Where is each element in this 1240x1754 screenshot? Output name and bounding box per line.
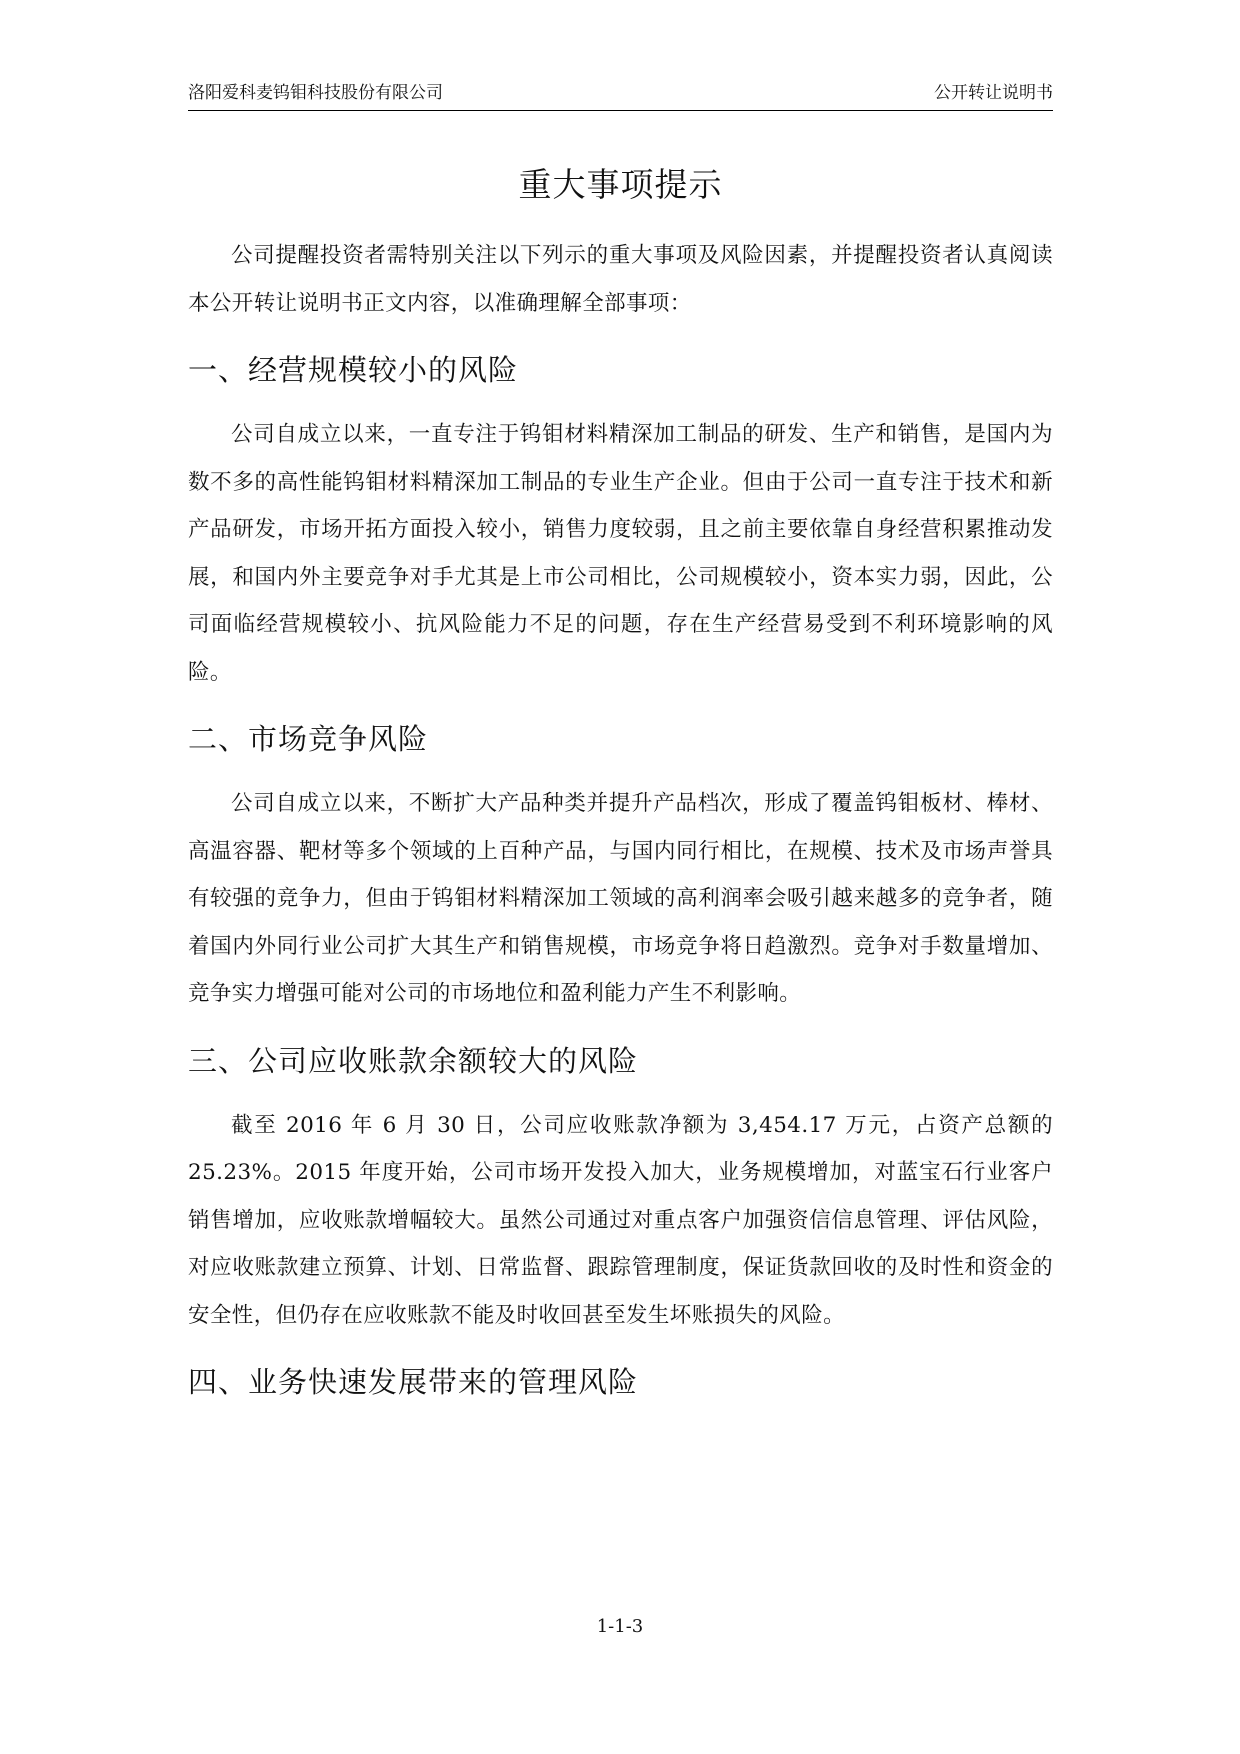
section-body-1: 公司自成立以来，一直专注于钨钼材料精深加工制品的研发、生产和销售，是国内为数不多的高性能钨钼材料精深加工制品的专业生产企业。但由于公司一直专注于技术和新产品研发，市场开拓方面投入较小，销售力度较弱，且之前主要依靠自身经营积累推动发展，和国内外主要竞争对手尤其是上市公司相比，公司规模较小，资本实力弱，因此，公司面临经营规模较小、抗风险能力不足的问题，存在生产经营易受到不利环境影响的风险。 [188, 422, 1053, 685]
section-heading-2: 二、市场竞争风险 [188, 722, 429, 756]
header-document-type: 公开转让说明书 [934, 83, 1053, 103]
section-body-2: 公司自成立以来，不断扩大产品种类并提升产品档次，形成了覆盖钨钼板材、棒材、高温容器、靶材等多个领域的上百种产品，与国内同行相比，在规模、技术及市场声誉具有较强的竞争力，但由于钨钼材料精深加工领域的高利润率会吸引越来越多的竞争者，随着国内外同行业公司扩大其生产和销售规模，市场竞争将日趋激烈。竞争对手数量增加、竞争实力增强可能对公司的市场地位和盈利能力产生不利影响。 [188, 791, 1053, 1006]
section-heading-4: 四、业务快速发展带来的管理风险 [188, 1365, 639, 1399]
section-body-3: 截至 2016 年 6 月 30 日，公司应收账款净额为 3,454.17 万元，占资产总额的 25.23%。2015 年度开始，公司市场开发投入加大，业务规模增加，对蓝宝石行业客户销售增加，应收账款增幅较大。虽然公司通过对重点客户加强资信信息管理、评估风险，对应收账款建立预算、计划、日常监督、跟踪管理制度，保证货款回收的及时性和资金的安全性，但仍存在应收账款不能及时收回甚至发生坏账损失的风险。 [188, 1112, 1053, 1328]
page-header [188, 82, 1053, 111]
section-heading-3: 三、公司应收账款余额较大的风险 [188, 1043, 639, 1078]
intro-paragraph: 公司提醒投资者需特别关注以下列示的重大事项及风险因素，并提醒投资者认真阅读本公开转让说明书正文内容，以准确理解全部事项： [188, 243, 1053, 316]
header-company-name: 洛阳爱科麦钨钼科技股份有限公司 [188, 83, 443, 103]
section-heading-1: 一、经营规模较小的风险 [188, 353, 519, 387]
page-content [188, 160, 1053, 1423]
page-title: 重大事项提示 [518, 165, 723, 204]
page-number: 1-1-3 [596, 1616, 644, 1637]
page-footer [0, 1615, 1240, 1639]
